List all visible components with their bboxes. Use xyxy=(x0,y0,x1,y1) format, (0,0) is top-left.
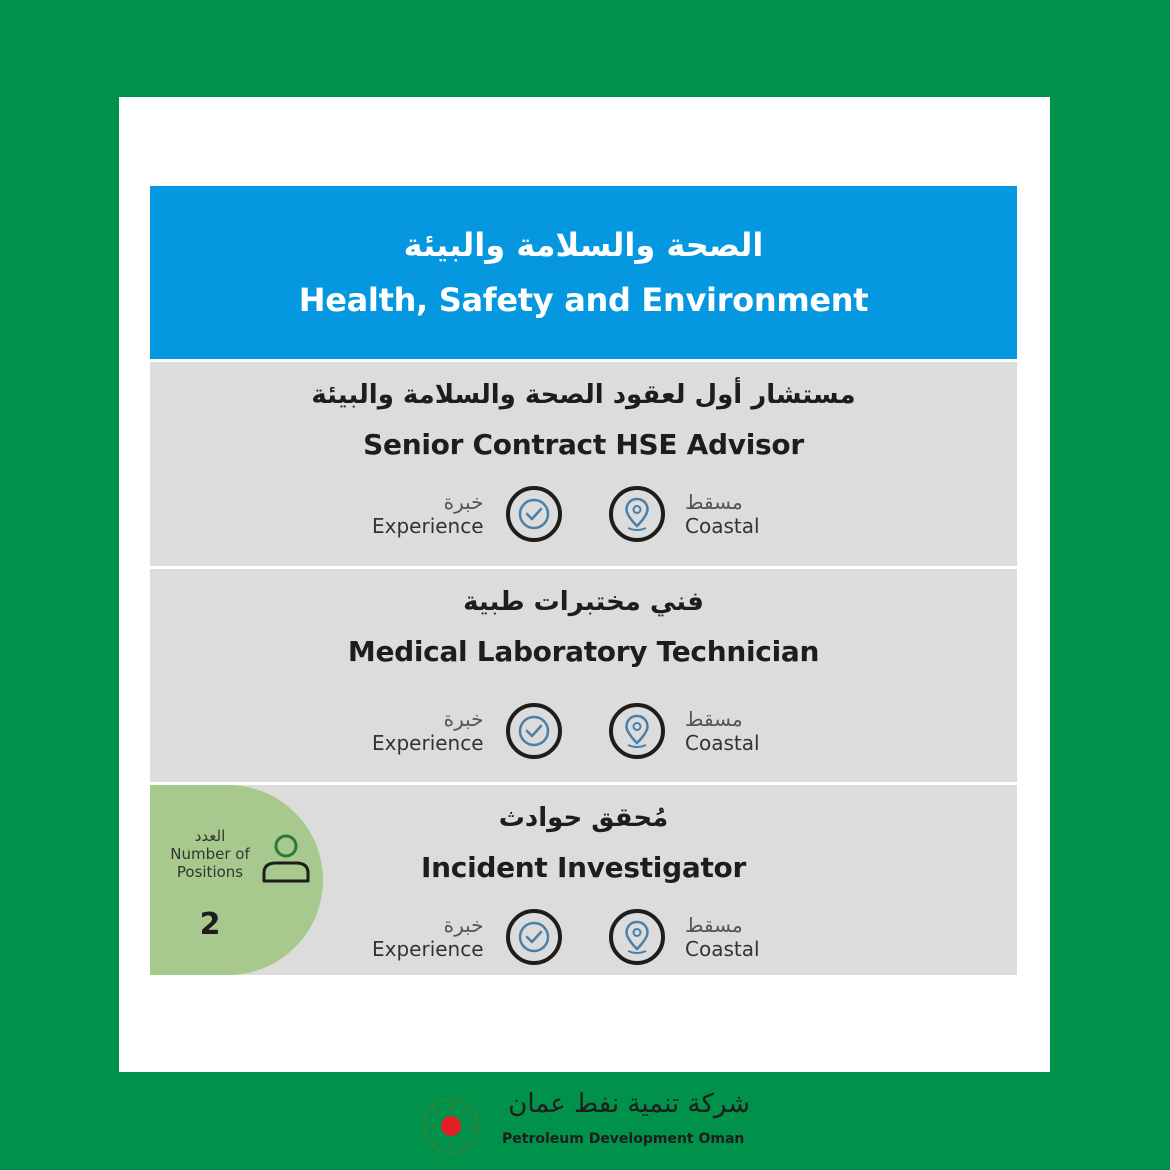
experience-label-ar: خبرة xyxy=(443,490,484,514)
job-row-2 xyxy=(150,569,1017,782)
positions-label-ar: العدد xyxy=(194,827,226,845)
job-title-ar: مُحقق حوادث xyxy=(498,803,669,833)
location-label-en: Coastal xyxy=(685,937,760,961)
check-circle-icon xyxy=(506,909,562,965)
experience-label-ar: خبرة xyxy=(443,707,484,731)
section-header xyxy=(150,186,1017,359)
positions-label-en-1: Number of xyxy=(170,845,250,863)
location-label-ar: مسقط xyxy=(685,707,743,731)
job-row-1 xyxy=(150,362,1017,566)
pdo-logo-icon xyxy=(418,1093,484,1163)
location-pin-icon xyxy=(609,486,665,542)
experience-meta xyxy=(372,909,562,965)
experience-label-en: Experience xyxy=(372,731,484,755)
job-row-3 xyxy=(150,785,1017,975)
experience-meta xyxy=(372,703,562,759)
location-label-en: Coastal xyxy=(685,514,760,538)
location-pin-icon xyxy=(609,703,665,759)
check-circle-icon xyxy=(506,703,562,759)
section-title-ar: الصحة والسلامة والبيئة xyxy=(403,225,764,264)
location-meta xyxy=(609,486,760,542)
experience-label-en: Experience xyxy=(372,937,484,961)
job-title-en: Senior Contract HSE Advisor xyxy=(363,428,804,461)
experience-meta xyxy=(372,486,562,542)
company-name-en: Petroleum Development Oman xyxy=(502,1131,745,1147)
company-name-ar: شركة تنمية نفط عمان xyxy=(508,1089,750,1119)
job-title-ar: فني مختبرات طبية xyxy=(463,587,704,617)
experience-label-ar: خبرة xyxy=(443,913,484,937)
positions-count: 2 xyxy=(199,907,221,942)
location-meta xyxy=(609,703,760,759)
check-circle-icon xyxy=(506,486,562,542)
location-label-en: Coastal xyxy=(685,731,760,755)
job-title-en: Medical Laboratory Technician xyxy=(347,635,820,668)
experience-label-en: Experience xyxy=(372,514,484,538)
footer xyxy=(0,1085,1170,1170)
location-label-ar: مسقط xyxy=(685,490,743,514)
location-pin-icon xyxy=(609,909,665,965)
job-title-ar: مستشار أول لعقود الصحة والسلامة والبيئة xyxy=(311,380,856,410)
section-title-en: Health, Safety and Environment xyxy=(298,280,869,319)
location-label-ar: مسقط xyxy=(685,913,743,937)
positions-label-en-2: Positions xyxy=(176,863,244,881)
location-meta xyxy=(609,909,760,965)
job-title-en: Incident Investigator xyxy=(421,851,746,884)
